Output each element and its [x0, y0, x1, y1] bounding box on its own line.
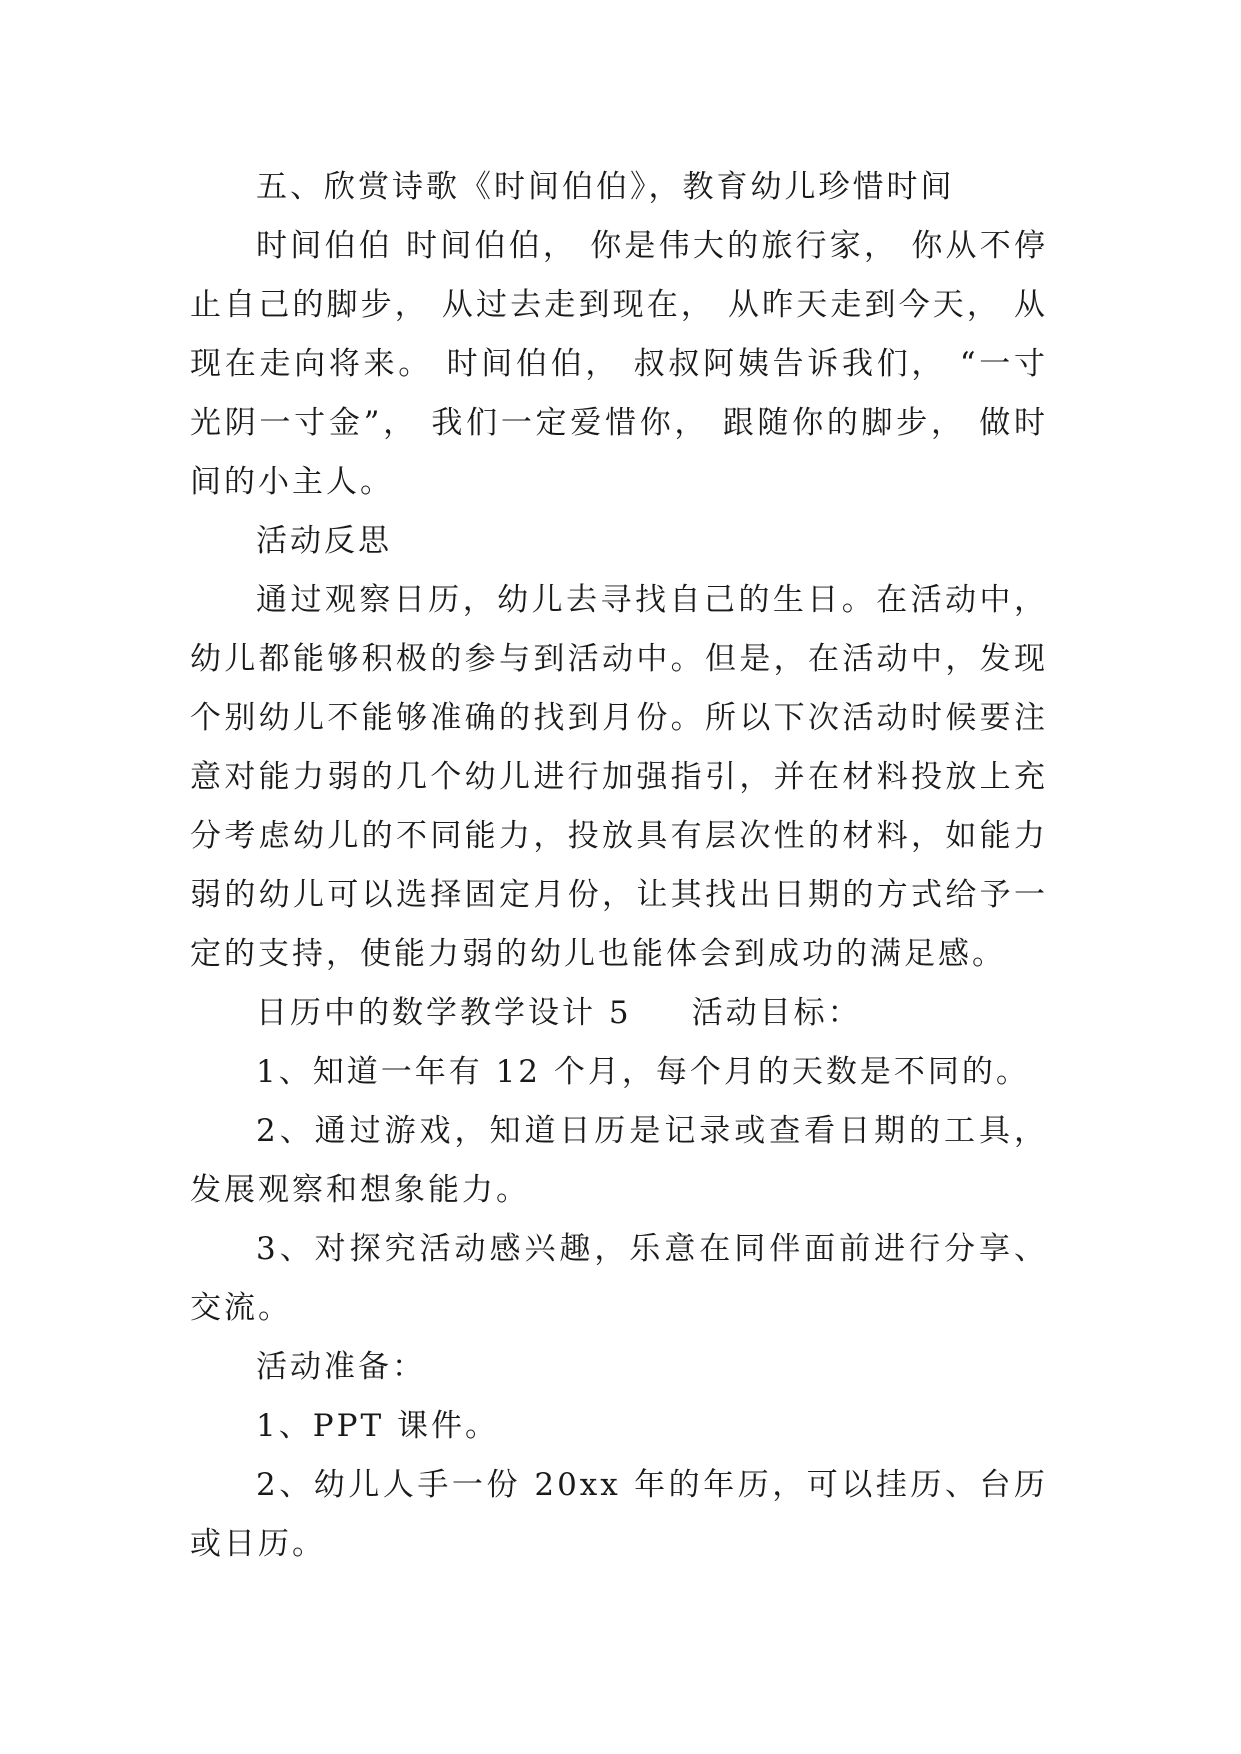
paragraph-poem: 时间伯伯 时间伯伯， 你是伟大的旅行家， 你从不停止自己的脚步， 从过去走到现在， 从昨天走到今天， 从现在走向将来。 时间伯伯， 叔叔阿姨告诉我们， “一寸光阴一寸金”， 我们一定爱惜你， 跟随你的脚步， 做时间的小主人。 — [190, 228, 1048, 500]
section-title-line — [190, 984, 1048, 1043]
goal-item-1: 1、知道一年有 12 个月，每个月的天数是不同的。 — [256, 1054, 1030, 1090]
section-title: 日历中的数学教学设计 5 — [256, 995, 632, 1031]
preparation-item-1: 1、PPT 课件。 — [256, 1408, 499, 1444]
paragraph-reflection: 通过观察日历，幼儿去寻找自己的生日。在活动中，幼儿都能够积极的参与到活动中。但是，在活动中，发现个别幼儿不能够准确的找到月份。所以下次活动时候要注意对能力弱的几个幼儿进行加强指引，并在材料投放上充分考虑幼儿的不同能力，投放具有层次性的材料，如能力弱的幼儿可以选择固定月份，让其找出日期的方式给予一定的支持，使能力弱的幼儿也能体会到成功的满足感。 — [190, 582, 1048, 972]
preparation-label: 活动准备： — [256, 1349, 426, 1385]
goal-item-3: 3、对探究活动感兴趣，乐意在同伴面前进行分享、交流。 — [190, 1231, 1048, 1326]
goal-item-2: 2、通过游戏，知道日历是记录或查看日期的工具，发展观察和想象能力。 — [190, 1113, 1048, 1208]
document-page — [190, 158, 1048, 1574]
paragraph-heading-reflection: 活动反思 — [256, 523, 392, 559]
preparation-item-2: 2、幼儿人手一份 20xx 年的年历，可以挂历、台历或日历。 — [190, 1467, 1048, 1562]
paragraph-heading-poem: 五、欣赏诗歌《时间伯伯》，教育幼儿珍惜时间 — [256, 169, 955, 205]
goals-label: 活动目标： — [691, 995, 862, 1031]
